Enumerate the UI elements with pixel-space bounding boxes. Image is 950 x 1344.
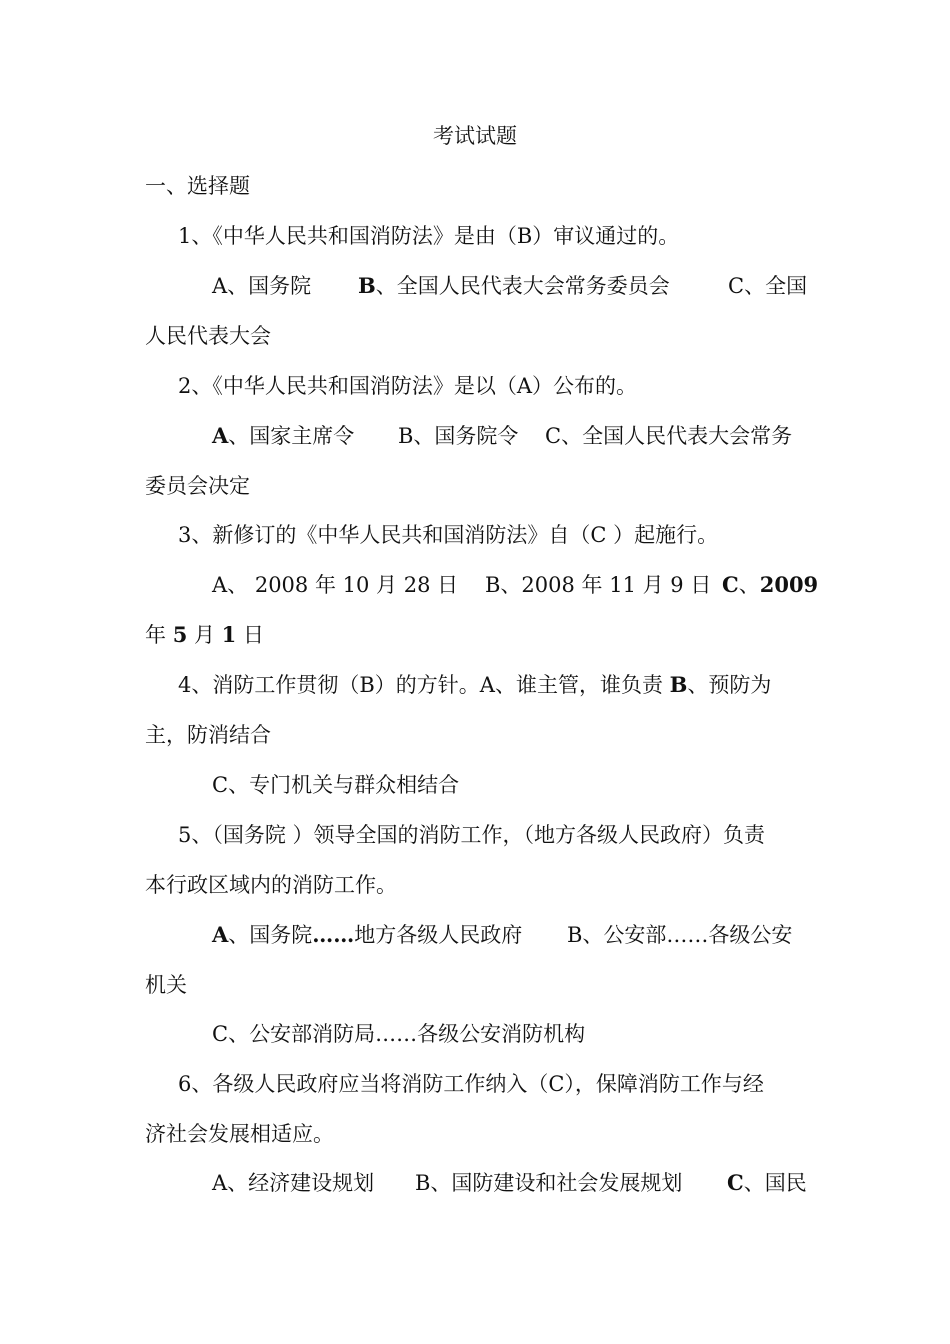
question-3-nian: 年 [145, 623, 173, 647]
question-1-option-b [358, 271, 670, 301]
question-1-option-c-continued: 人民代表大会 [145, 324, 271, 348]
question-2-option-a [212, 421, 354, 451]
question-5-option-a [212, 920, 522, 950]
question-3-yue: 月 [187, 623, 222, 647]
question-1-option-a: A、国务院 [212, 274, 312, 298]
question-5-stem-continued: 本行政区域内的消防工作。 [145, 873, 397, 897]
question-2-stem: 2、《中华人民共和国消防法》是以（A）公布的。 [178, 374, 638, 398]
question-5-stem: 5、（国务院 ）领导全国的消防工作，（地方各级人民政府）负责 [178, 823, 766, 847]
question-5-option-b: B、公安部……各级公安 [567, 923, 793, 947]
question-4-stem-text: 4、消防工作贯彻（B）的方针。A、谁主管，谁负责 [178, 673, 670, 697]
question-5-option-b-continued: 机关 [145, 973, 187, 997]
question-4-stem [178, 670, 771, 700]
question-6-option-b: B、国防建设和社会发展规划 [415, 1171, 683, 1195]
question-4-option-b-letter: B [669, 672, 688, 697]
question-2-option-a-letter: A [212, 423, 229, 448]
section-heading: 一、选择题 [145, 174, 250, 198]
question-3-day: 1 [221, 622, 237, 647]
question-3-stem: 3、新修订的《中华人民共和国消防法》自（C ）起施行。 [178, 523, 719, 547]
question-5-option-a-text2: 地方各级人民政府 [354, 923, 523, 947]
question-6-stem-continued: 济社会发展相适应。 [145, 1122, 334, 1146]
question-1-option-c: C、全国 [728, 274, 808, 298]
question-3-option-b: B、2008 年 11 月 9 日 [485, 573, 712, 597]
question-3-option-a: A、 2008 年 10 月 28 日 [212, 573, 459, 597]
question-1-stem: 1、《中华人民共和国消防法》是由（B）审议通过的。 [178, 224, 680, 248]
question-3-option-c-letter: C [722, 572, 739, 597]
question-6-option-c [727, 1168, 807, 1198]
question-2-option-a-text: 、国家主席令 [228, 424, 355, 448]
question-4-option-c: C、专门机关与群众相结合 [212, 773, 460, 797]
question-2-option-b: B、国务院令 [398, 424, 519, 448]
question-2-option-c: C、全国人民代表大会常务 [545, 424, 793, 448]
question-5-option-a-dots: …… [312, 922, 355, 947]
question-6-option-c-text: 、国民 [743, 1171, 807, 1195]
question-6-stem: 6、各级人民政府应当将消防工作纳入（C），保障消防工作与经 [178, 1072, 764, 1096]
question-5-option-a-letter: A [212, 922, 229, 947]
question-5-option-c: C、公安部消防局……各级公安消防机构 [212, 1022, 586, 1046]
question-4-option-b-text: 、预防为 [687, 673, 772, 697]
question-3-option-c-continued [145, 620, 264, 650]
question-3-ri: 日 [236, 623, 264, 647]
question-6-option-c-letter: C [727, 1170, 744, 1195]
question-1-option-b-letter: B [358, 273, 376, 298]
question-1-option-b-text: 、全国人民代表大会常务委员会 [375, 274, 670, 298]
question-3-option-c-separator: 、 [738, 573, 760, 597]
question-5-option-a-text1: 、国务院 [228, 923, 313, 947]
question-4-option-b-continued: 主，防消结合 [145, 723, 271, 747]
question-3-option-c [722, 570, 818, 600]
question-6-option-a: A、经济建设规划 [212, 1171, 375, 1195]
page-title: 考试试题 [433, 124, 517, 148]
question-3-option-c-year: 2009 [759, 572, 819, 597]
question-2-option-c-continued: 委员会决定 [145, 474, 250, 498]
question-3-month: 5 [172, 622, 188, 647]
